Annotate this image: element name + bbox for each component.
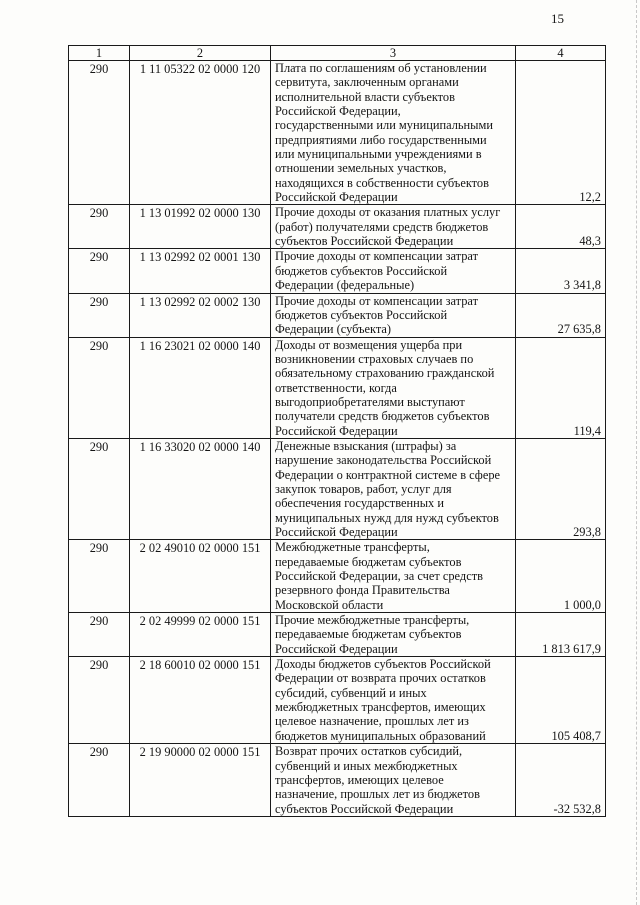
description-line: межбюджетных трансфертов, имеющих xyxy=(275,700,486,715)
description-line: Прочие доходы от компенсации затрат xyxy=(275,249,479,264)
header-col-2: 2 xyxy=(130,46,271,61)
description-line: Российской Федерации xyxy=(275,641,398,656)
classification-code-cell: 2 19 90000 02 0000 151 xyxy=(130,744,271,817)
header-col-3: 3 xyxy=(271,46,516,61)
amount-cell: -32 532,8 xyxy=(516,744,606,817)
amount-cell: 1 813 617,9 xyxy=(516,613,606,657)
table-row xyxy=(69,657,606,744)
table-row xyxy=(69,61,606,205)
admin-code-cell: 290 xyxy=(69,293,130,337)
description-cell xyxy=(271,337,516,438)
description-line: выгодоприобретателями выступают xyxy=(275,394,465,409)
admin-code-cell: 290 xyxy=(69,657,130,744)
description-cell xyxy=(271,249,516,293)
scan-edge-marks xyxy=(635,0,637,905)
table-header xyxy=(69,46,606,61)
description-line: резервного фонда Правительства xyxy=(275,583,450,598)
amount-cell: 1 000,0 xyxy=(516,540,606,613)
table-row xyxy=(69,613,606,657)
amount-cell: 293,8 xyxy=(516,438,606,539)
description-line: Плата по соглашениям об установлении xyxy=(275,61,487,75)
description-line: Прочие межбюджетные трансферты, xyxy=(275,613,470,628)
description-line: нарушение законодательства Российской xyxy=(275,453,492,468)
admin-code-cell: 290 xyxy=(69,438,130,539)
description-line: Российской Федерации xyxy=(275,525,398,539)
amount-cell: 105 408,7 xyxy=(516,657,606,744)
table-row xyxy=(69,249,606,293)
description-line: Возврат прочих остатков субсидий, xyxy=(275,744,463,759)
classification-code-cell: 2 02 49999 02 0000 151 xyxy=(130,613,271,657)
description-line: трансфертов, имеющих целевое xyxy=(275,772,444,787)
description-line: предприятиями либо государственными xyxy=(275,132,487,147)
classification-code-cell: 1 13 02992 02 0002 130 xyxy=(130,293,271,337)
description-cell xyxy=(271,205,516,249)
description-line: бюджетов муниципальных образований xyxy=(275,728,486,743)
description-line: или муниципальными учреждениями в xyxy=(275,147,482,162)
description-line: (работ) получателями средств бюджетов xyxy=(275,219,489,234)
description-line: субъектов Российской Федерации xyxy=(275,801,454,816)
description-line: Доходы бюджетов субъектов Российской xyxy=(275,657,491,672)
table-row xyxy=(69,205,606,249)
description-line: субвенций и иных межбюджетных xyxy=(275,758,458,773)
description-line: Российской Федерации, xyxy=(275,104,401,119)
amount-cell: 27 635,8 xyxy=(516,293,606,337)
description-line: Денежные взыскания (штрафы) за xyxy=(275,438,457,453)
description-cell xyxy=(271,438,516,539)
description-line: находящихся в собственности субъектов xyxy=(275,175,489,190)
description-line: Российской Федерации, за счет средств xyxy=(275,569,483,584)
amount-cell: 12,2 xyxy=(516,61,606,205)
admin-code-cell: 290 xyxy=(69,249,130,293)
classification-code-cell: 2 18 60010 02 0000 151 xyxy=(130,657,271,744)
description-cell xyxy=(271,61,516,205)
description-line: обеспечения государственных и xyxy=(275,496,444,511)
admin-code-cell: 290 xyxy=(69,744,130,817)
description-cell xyxy=(271,744,516,817)
description-line: обязательному страхованию гражданской xyxy=(275,366,495,381)
description-line: Федерации от возврата прочих остатков xyxy=(275,671,486,686)
description-line: государственными или муниципальными xyxy=(275,118,493,133)
table-body xyxy=(69,61,606,817)
admin-code-cell: 290 xyxy=(69,540,130,613)
admin-code-cell: 290 xyxy=(69,337,130,438)
page-number: 15 xyxy=(551,11,564,26)
description-line: Российской Федерации xyxy=(275,190,398,205)
header-col-1: 1 xyxy=(69,46,130,61)
admin-code-cell: 290 xyxy=(69,205,130,249)
description-cell xyxy=(271,293,516,337)
description-cell xyxy=(271,657,516,744)
amount-cell: 48,3 xyxy=(516,205,606,249)
table-row xyxy=(69,540,606,613)
amount-cell: 119,4 xyxy=(516,337,606,438)
description-line: Федерации о контрактной системе в сфере xyxy=(275,467,501,482)
header-row xyxy=(69,46,606,61)
description-line: бюджетов субъектов Российской xyxy=(275,307,448,322)
amount-cell: 3 341,8 xyxy=(516,249,606,293)
classification-code-cell: 1 16 33020 02 0000 140 xyxy=(130,438,271,539)
table-row xyxy=(69,744,606,817)
classification-code-cell: 2 02 49010 02 0000 151 xyxy=(130,540,271,613)
description-line: Доходы от возмещения ущерба при xyxy=(275,337,463,352)
description-line: субсидий, субвенций и иных xyxy=(275,685,427,700)
description-line: получатели средств бюджетов субъектов xyxy=(275,409,490,424)
classification-code-cell: 1 16 23021 02 0000 140 xyxy=(130,337,271,438)
table-row xyxy=(69,337,606,438)
description-line: целевое назначение, прошлых лет из xyxy=(275,714,469,729)
description-line: бюджетов субъектов Российской xyxy=(275,263,448,278)
description-line: исполнительной власти субъектов xyxy=(275,89,455,104)
admin-code-cell: 290 xyxy=(69,61,130,205)
description-line: отношении земельных участков, xyxy=(275,161,447,176)
classification-code-cell: 1 13 01992 02 0000 130 xyxy=(130,205,271,249)
description-line: Прочие доходы от оказания платных услуг xyxy=(275,205,501,220)
description-line: Межбюджетные трансферты, xyxy=(275,540,430,555)
description-line: передаваемые бюджетам субъектов xyxy=(275,627,462,642)
description-line: Федерации (федеральные) xyxy=(275,278,415,293)
table-row xyxy=(69,293,606,337)
classification-code-cell: 1 13 02992 02 0001 130 xyxy=(130,249,271,293)
description-cell xyxy=(271,540,516,613)
description-line: Российской Федерации xyxy=(275,423,398,438)
description-line: Московской области xyxy=(275,597,384,612)
description-line: передаваемые бюджетам субъектов xyxy=(275,554,462,569)
revenue-table xyxy=(68,45,606,817)
description-line: возникновении страховых случаев по xyxy=(275,351,474,366)
table-row xyxy=(69,438,606,539)
classification-code-cell: 1 11 05322 02 0000 120 xyxy=(130,61,271,205)
description-line: сервитута, заключенным органами xyxy=(275,75,459,90)
description-line: муниципальных нужд для нужд субъектов xyxy=(275,510,499,525)
description-line: Прочие доходы от компенсации затрат xyxy=(275,293,479,308)
header-col-4: 4 xyxy=(516,46,606,61)
admin-code-cell: 290 xyxy=(69,613,130,657)
description-line: ответственности, когда xyxy=(275,380,397,395)
description-line: назначение, прошлых лет из бюджетов xyxy=(275,787,480,802)
description-cell xyxy=(271,613,516,657)
description-line: закупок товаров, работ, услуг для xyxy=(275,481,452,496)
description-line: Федерации (субъекта) xyxy=(275,322,392,337)
description-line: субъектов Российской Федерации xyxy=(275,234,454,249)
